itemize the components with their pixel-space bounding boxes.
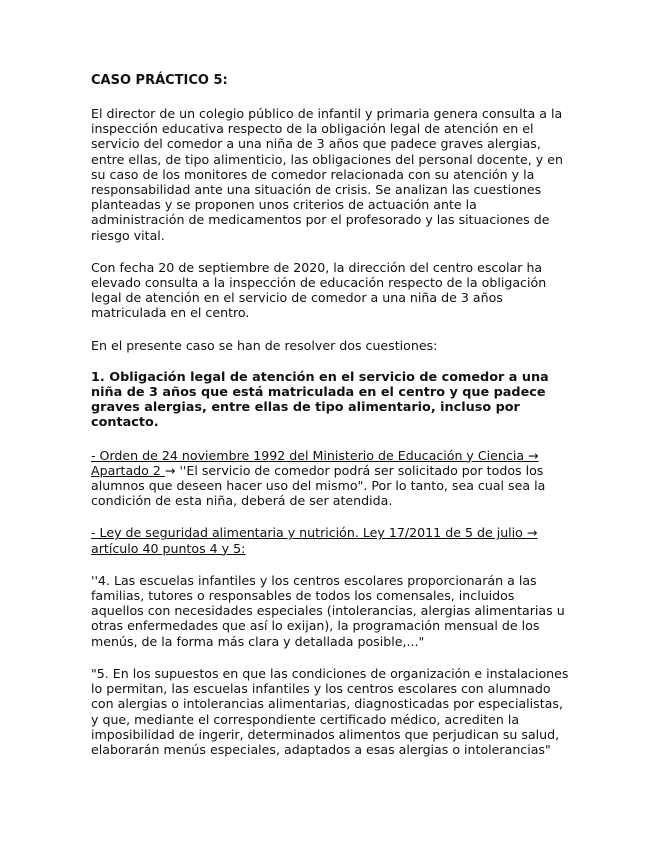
reference-order-1992-text: → ''El servicio de comedor podrá ser solicitado por todos los alumnos que deseen hacer uso del mismo". Por lo tanto, sea cual sea la condición de esta niña, deberá de ser atendida. bbox=[91, 462, 546, 509]
document-title: CASO PRÁCTICO 5: bbox=[91, 73, 228, 88]
reference-order-1992 bbox=[91, 448, 571, 509]
document-page bbox=[91, 73, 571, 774]
quote-point-5: "5. En los supuestos en que las condiciones de organización e instalaciones lo permitan, las escuelas infantiles y los centros escolares con alumnado con alergias o intolerancias alimentarias, diagnosticadas por especialistas, y que, mediante el correspondiente certificado médico, acrediten la imposibilidad de ingerir, determinados alimentos que perjudican su salud, elaborarán menús especiales, adaptados a esas alergias o intolerancias" bbox=[91, 665, 569, 757]
reference-law-17-2011 bbox=[91, 525, 571, 555]
questions-intro: En el presente caso se han de resolver dos cuestiones: bbox=[91, 337, 438, 353]
question-1-heading: 1. Obligación legal de atención en el servicio de comedor a una niña de 3 años que está matriculada en el centro y que padece graves alergias, entre ellas de tipo alimentario, incluso por contacto. bbox=[91, 369, 549, 431]
date-paragraph: Con fecha 20 de septiembre de 2020, la dirección del centro escolar ha elevado consulta a la inspección de educación respecto de la obligación legal de atención en el servicio de comedor a una niña de 3 años matriculada en el centro. bbox=[91, 259, 547, 321]
intro-paragraph: El director de un colegio público de infantil y primaria genera consulta a la inspección educativa respecto de la obligación legal de atención en el servicio del comedor a una niña de 3 años que padece graves alergias, entre ellas, de tipo alimenticio, las obligaciones del personal docente, y en su caso de los monitores de comedor relacionada con su atención y la responsabilidad ante una situación de crisis. Se analizan las cuestiones planteadas y se proponen unos criterios de actuación ante la administración de medicamentos por el profesorado y las situaciones de riesgo vital. bbox=[91, 106, 563, 243]
reference-law-17-2011-title: - Ley de seguridad alimentaria y nutrición. Ley 17/2011 de 5 de julio → artículo 40 puntos 4 y 5: bbox=[91, 525, 538, 556]
reference-order-1992-title: - Orden de 24 noviembre 1992 del Ministerio de Educación y Ciencia → Apartado 2 bbox=[91, 447, 539, 478]
quote-point-4: ''4. Las escuelas infantiles y los centros escolares proporcionarán a las familias, tutores o responsables de todos los comensales, incluidos aquellos con necesidades especiales (intolerancias, alergias alimentarias u otras enfermedades que así lo exijan), la programación mensual de los menús, de la forma más clara y detallada posible,..." bbox=[91, 572, 565, 649]
